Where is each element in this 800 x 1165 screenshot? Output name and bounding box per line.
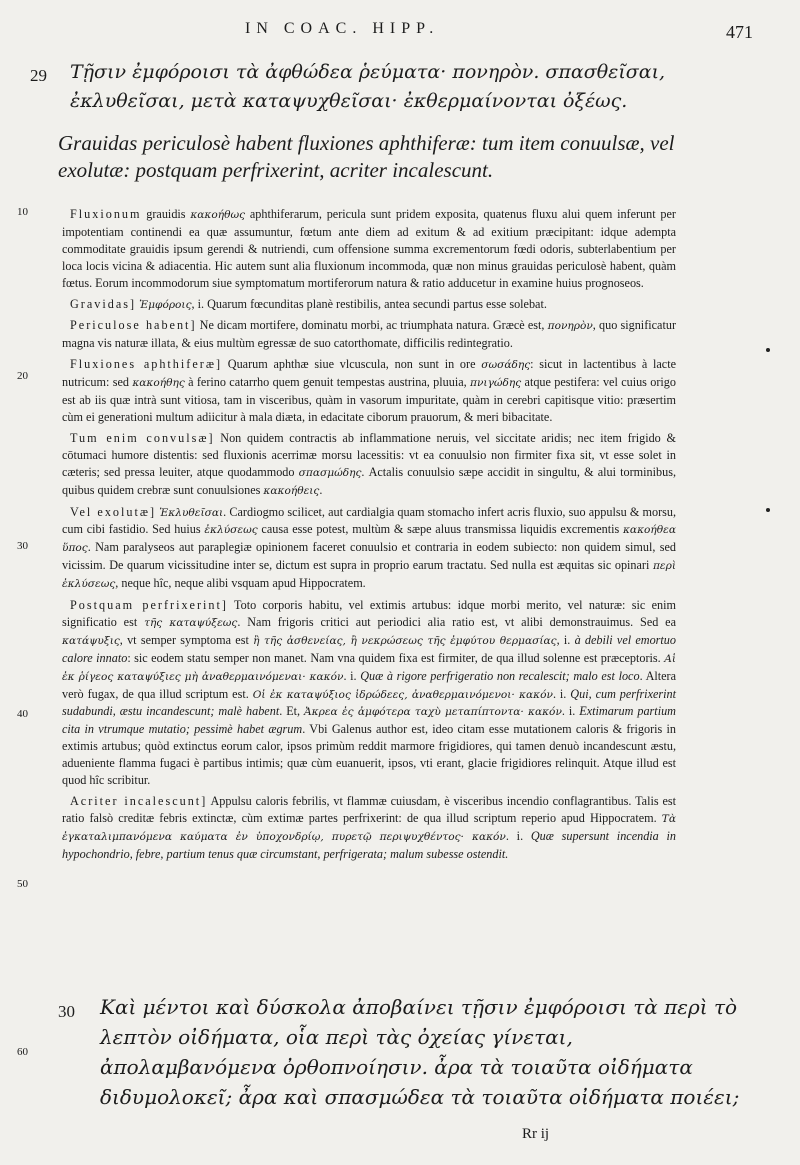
aphorism-number: 29 [30, 66, 47, 85]
commentary-text: : sicut in lactentibus à lacte nutricum: sed [62, 357, 676, 390]
commentary-text: , i. Quarum fœcunditas planè restibilis, antea secundi partus esse solebat. [191, 296, 547, 311]
margin-line-number: 30 [17, 540, 28, 552]
commentary-text: . Nam frigoris critici aut periodici alia ratio est, vt alibi demonstrauimus. Sed ea [237, 614, 676, 629]
commentary-text: . i. [505, 828, 531, 843]
commentary-text: aphthiferarum, pericula sunt pridem exposita, quatenus fluxu alui quem inferunt per impotentiam continendi ea quæ assumuntur, fœtum ante diem ad exitum & ad exitium præcipitant: idque adempta commoditate grauidis ipsum gerendi & nutriendi, cum offensione summa excrementorum fœdi odoris, subterlabentium per loca locis vicina & adiacentia. Hic autem sunt alia fluxionum incommoda, quæ non minus grauidas periculosè habent, quàm fœtus. Eorum incommodorum siue symptomatum mortiferorum natura & ratio adducetur in examine huius prognoseos. [62, 207, 676, 290]
lemma-heading: Fluxionum [70, 207, 142, 221]
greek-quotation: περὶ ἐκλύσεως [62, 560, 676, 591]
signature-mark: Rr ij [522, 1126, 550, 1142]
commentary-text: , quo significatur magna vis naturæ illata, & eius multùm egressæ de suo catorthomate, difficilis redintegratio. [62, 318, 676, 351]
lemma-heading: Periculose habent] [70, 318, 197, 333]
commentary-text: . Actalis conuulsio sæpe accidit in singultu, & alui torminibus, quibus quidem crebræ sunt conuulsiones [62, 464, 676, 497]
commentary-text: Ne dicam mortifere, dominatu morbi, ac triumphata natura. Græcè est, [196, 318, 548, 333]
margin-line-number: 10 [17, 206, 28, 218]
greek-quotation: κακοήθης [132, 377, 185, 390]
greek-quotation: πονηρὸν [547, 320, 593, 333]
page-number: 471 [726, 22, 753, 42]
greek-quotation: τῆς καταψύξεως [144, 616, 238, 629]
commentary-text: à ferino catarrho quem genuit tempestas austrina, pluuia, [184, 375, 471, 390]
aphorism-greek-text: Τῇσιν ἐμφόροισι τὰ ἀφθώδεα ῥεύματα· πονηρὸν. σπασθεῖσαι, ἐκλυθεῖσαι, μετὰ καταψυχθεῖσαι· ἐκθερμαίνονται ὀξέως. [70, 61, 666, 112]
lemma-heading: Gravidas] [70, 296, 137, 311]
latin-gloss: Quæ à rigore perfrigeratio non recalescit; malo est loco [360, 668, 640, 683]
greek-quotation: κακοήθως [190, 209, 246, 221]
commentary-text: , i. [556, 632, 575, 647]
lemma-heading: Fluxiones aphthiferæ] [70, 357, 223, 372]
greek-quotation: κακοήθεα ὕπος [62, 524, 676, 555]
commentary-paragraph [62, 356, 676, 426]
greek-quotation: κατάψυξις [62, 634, 120, 647]
greek-quotation: σπασμώδης [298, 466, 362, 479]
latin-gloss: Extimarum partium cita in vtrumque mutatio; pessimè habet ægrum [62, 704, 676, 737]
greek-quotation: κακοήθεις [263, 484, 320, 497]
commentary-text: grauidis [141, 207, 191, 221]
aphorism-number: 30 [58, 1002, 75, 1021]
commentary-text: . i. [552, 686, 571, 701]
greek-quotation: Ἀκρεα ἐς ἀμφότερα ταχὺ μεταπίπτοντα· κακόν [304, 706, 562, 719]
commentary-text: Non quidem contractis ab inflammatione neruis, vel siccitate aridis; nec item frigido & cōtumaci humore distentis: sed fluxionis acerrimæ morsu lacessitis: vt ea conuulsio non firmiter fixa sit, vt esse solet in cæteris; sed pressa leuiter, atque quodammodo [62, 430, 676, 479]
latin-gloss: Quæ supersunt incendia in hypochondrio, febre, partium tenus quæ circumstant, perfrigerata; malum subesse ostendit. [62, 828, 677, 861]
greek-quotation: Τὰ ἐγκαταλιμπανόμενα καύματα ἐν ὑποχονδρίῳ, πυρετῷ περιψυχθέντος· κακόν [62, 812, 676, 843]
commentary-text: . [319, 482, 323, 497]
margin-line-number: 20 [17, 370, 28, 382]
commentary-text: , vt semper symptoma est [119, 632, 254, 647]
commentary-text: . Altera verò fugax, de qua illud scriptum est. [62, 668, 677, 701]
commentary-paragraph [62, 206, 676, 292]
commentary-paragraph [62, 430, 676, 500]
commentary-text: . Et, [279, 704, 305, 719]
greek-quotation: Οἱ ἐκ καταψύξιος ἱδρώδεες, ἀναθερμαινόμενοι· κακόν [252, 688, 553, 701]
commentary-text: , neque hîc, neque alibi vsquam apud Hippocratem. [115, 576, 366, 591]
commentary-text: Quarum aphthæ siue vlcuscula, non sunt in ore [222, 357, 482, 372]
commentary-paragraph [62, 793, 676, 863]
commentary-paragraph [62, 504, 676, 594]
margin-line-number: 60 [17, 1046, 28, 1058]
greek-quotation: Αἱ ἐκ ῥίγεος καταψύξιες μὴ ἀναθερμαινόμεναι· κακόν [62, 652, 676, 683]
greek-quotation: πνιγώδης [470, 377, 522, 390]
running-head: IN COAC. HIPP. [245, 20, 440, 37]
greek-quotation: ἢ τῆς ἀσθενείας, ἢ νεκρώσεως τῆς ἐμφύτου θερμασίας [253, 634, 557, 647]
commentary-text: Toto corporis habitu, vel extimis artubus: idque morbi merito, vel naturæ: sic enim significatio est [62, 598, 676, 629]
greek-quotation: σωσάδης [481, 359, 531, 372]
commentary-text: . Cardiogmo scilicet, aut cardialgia quam stomacho infert acris fluxio, suo appulsu & morsu, cum cibi fastidio. Sed huius [62, 504, 677, 537]
greek-quotation: Ἐμφόροις [139, 298, 192, 311]
commentary-paragraph [62, 597, 676, 789]
commentary-text: : sic eodem statu semper non manet. Nam vna quidem fixa est firmiter, de qua illud solenne est præceptoris. [127, 650, 665, 665]
commentary-text: . i. [561, 704, 580, 719]
commentary-text: causa esse potest, multùm & sæpe aluus transmissa liquidis excrementis [257, 522, 623, 537]
greek-quotation: Ἐκλυθεῖσαι [159, 506, 224, 519]
margin-line-number: 40 [17, 708, 28, 720]
lemma-heading: Tum enim convulsæ] [70, 430, 215, 445]
commentary-paragraph [62, 317, 676, 352]
commentary-text: atque pestifera: vel cuius origo est ab iis quæ intrà sunt vitiosa, tam in visceribus, quàm in vasorum impuritate, quàm in cerebri capitisque vitio: præsertim cùm ei generationi multum adiicitur à mala diæta, in edacitate ciborum prauorum, & meri bibacitate. [62, 375, 676, 424]
aphorism-greek-text: Καὶ μέντοι καὶ δύσκολα ἀποβαίνει τῇσιν ἐμφόροισι τὰ περὶ τὸ λεπτὸν οἰδήματα, οἷα περὶ τὰς ὀχείας γίνεται, ἀπολαμβανόμενα ὀρθοπνοίησιν. ἆρα τὰ τοιαῦτα οἰδήματα διδυμολοκεῖ; ἆρα καὶ σπασμώδεα τὰ τοιαῦτα οἰδήματα ποιέει; [100, 995, 740, 1109]
commentary-text: . Vbi Galenus author est, ideo citam esse mutationem caloris & frigoris in extimis artubus; quòd extinctus eorum calor, ipsos primùm reddit marmore frigidiores, qui tamen denuò incandescunt æstu, adueniente flamma fugaci è partibus intimis; quæ cùm euanuerit, ipsos, vti erant, glacie frigidiores relinquit. Atque illud est quod hîc scribitur. [62, 722, 676, 788]
latin-gloss: Qui, cum perfrixerint sudabundi, æstu incandescunt; malè habent [62, 686, 676, 719]
commentary-paragraph [62, 296, 676, 314]
ink-speck [766, 508, 770, 512]
greek-quotation: ἐκλύσεως [204, 524, 258, 537]
commentary-text: . Nam paralyseos aut paraplegiæ opinionem faceret conuulsio et contraria in eodem subiecto: non quidem simul, sed vicissim. De quarum vicissitudine inter se, dictum est supra in proprio earum tractatu. Sed nulla est æquitas sic opinari [62, 540, 676, 573]
commentary-body [62, 206, 676, 863]
commentary-text: . i. [343, 668, 361, 683]
latin-gloss: à debili vel emortuo calore innato [62, 632, 676, 665]
ink-speck [766, 348, 770, 352]
aphorism-latin-translation: Grauidas periculosè habent fluxiones aphthiferæ: tum item conuulsæ, vel exolutæ: postquam perfrixerint, acriter incalescunt. [58, 131, 675, 182]
commentary-text: Appulsu caloris febrilis, vt flammæ cuiusdam, è visceribus incendio conflagrantibus. Talis est ratio falsò creditæ febris extinctæ, cùm extimæ partes perfrixerint: de qua illud scriptum reperio apud Hippocratem. [62, 794, 676, 825]
lemma-heading: Postquam perfrixerint] [70, 598, 228, 613]
lemma-heading: Vel exolutæ] [70, 504, 157, 519]
lemma-heading: Acriter incalescunt] [70, 794, 208, 808]
margin-line-number: 50 [17, 878, 28, 890]
